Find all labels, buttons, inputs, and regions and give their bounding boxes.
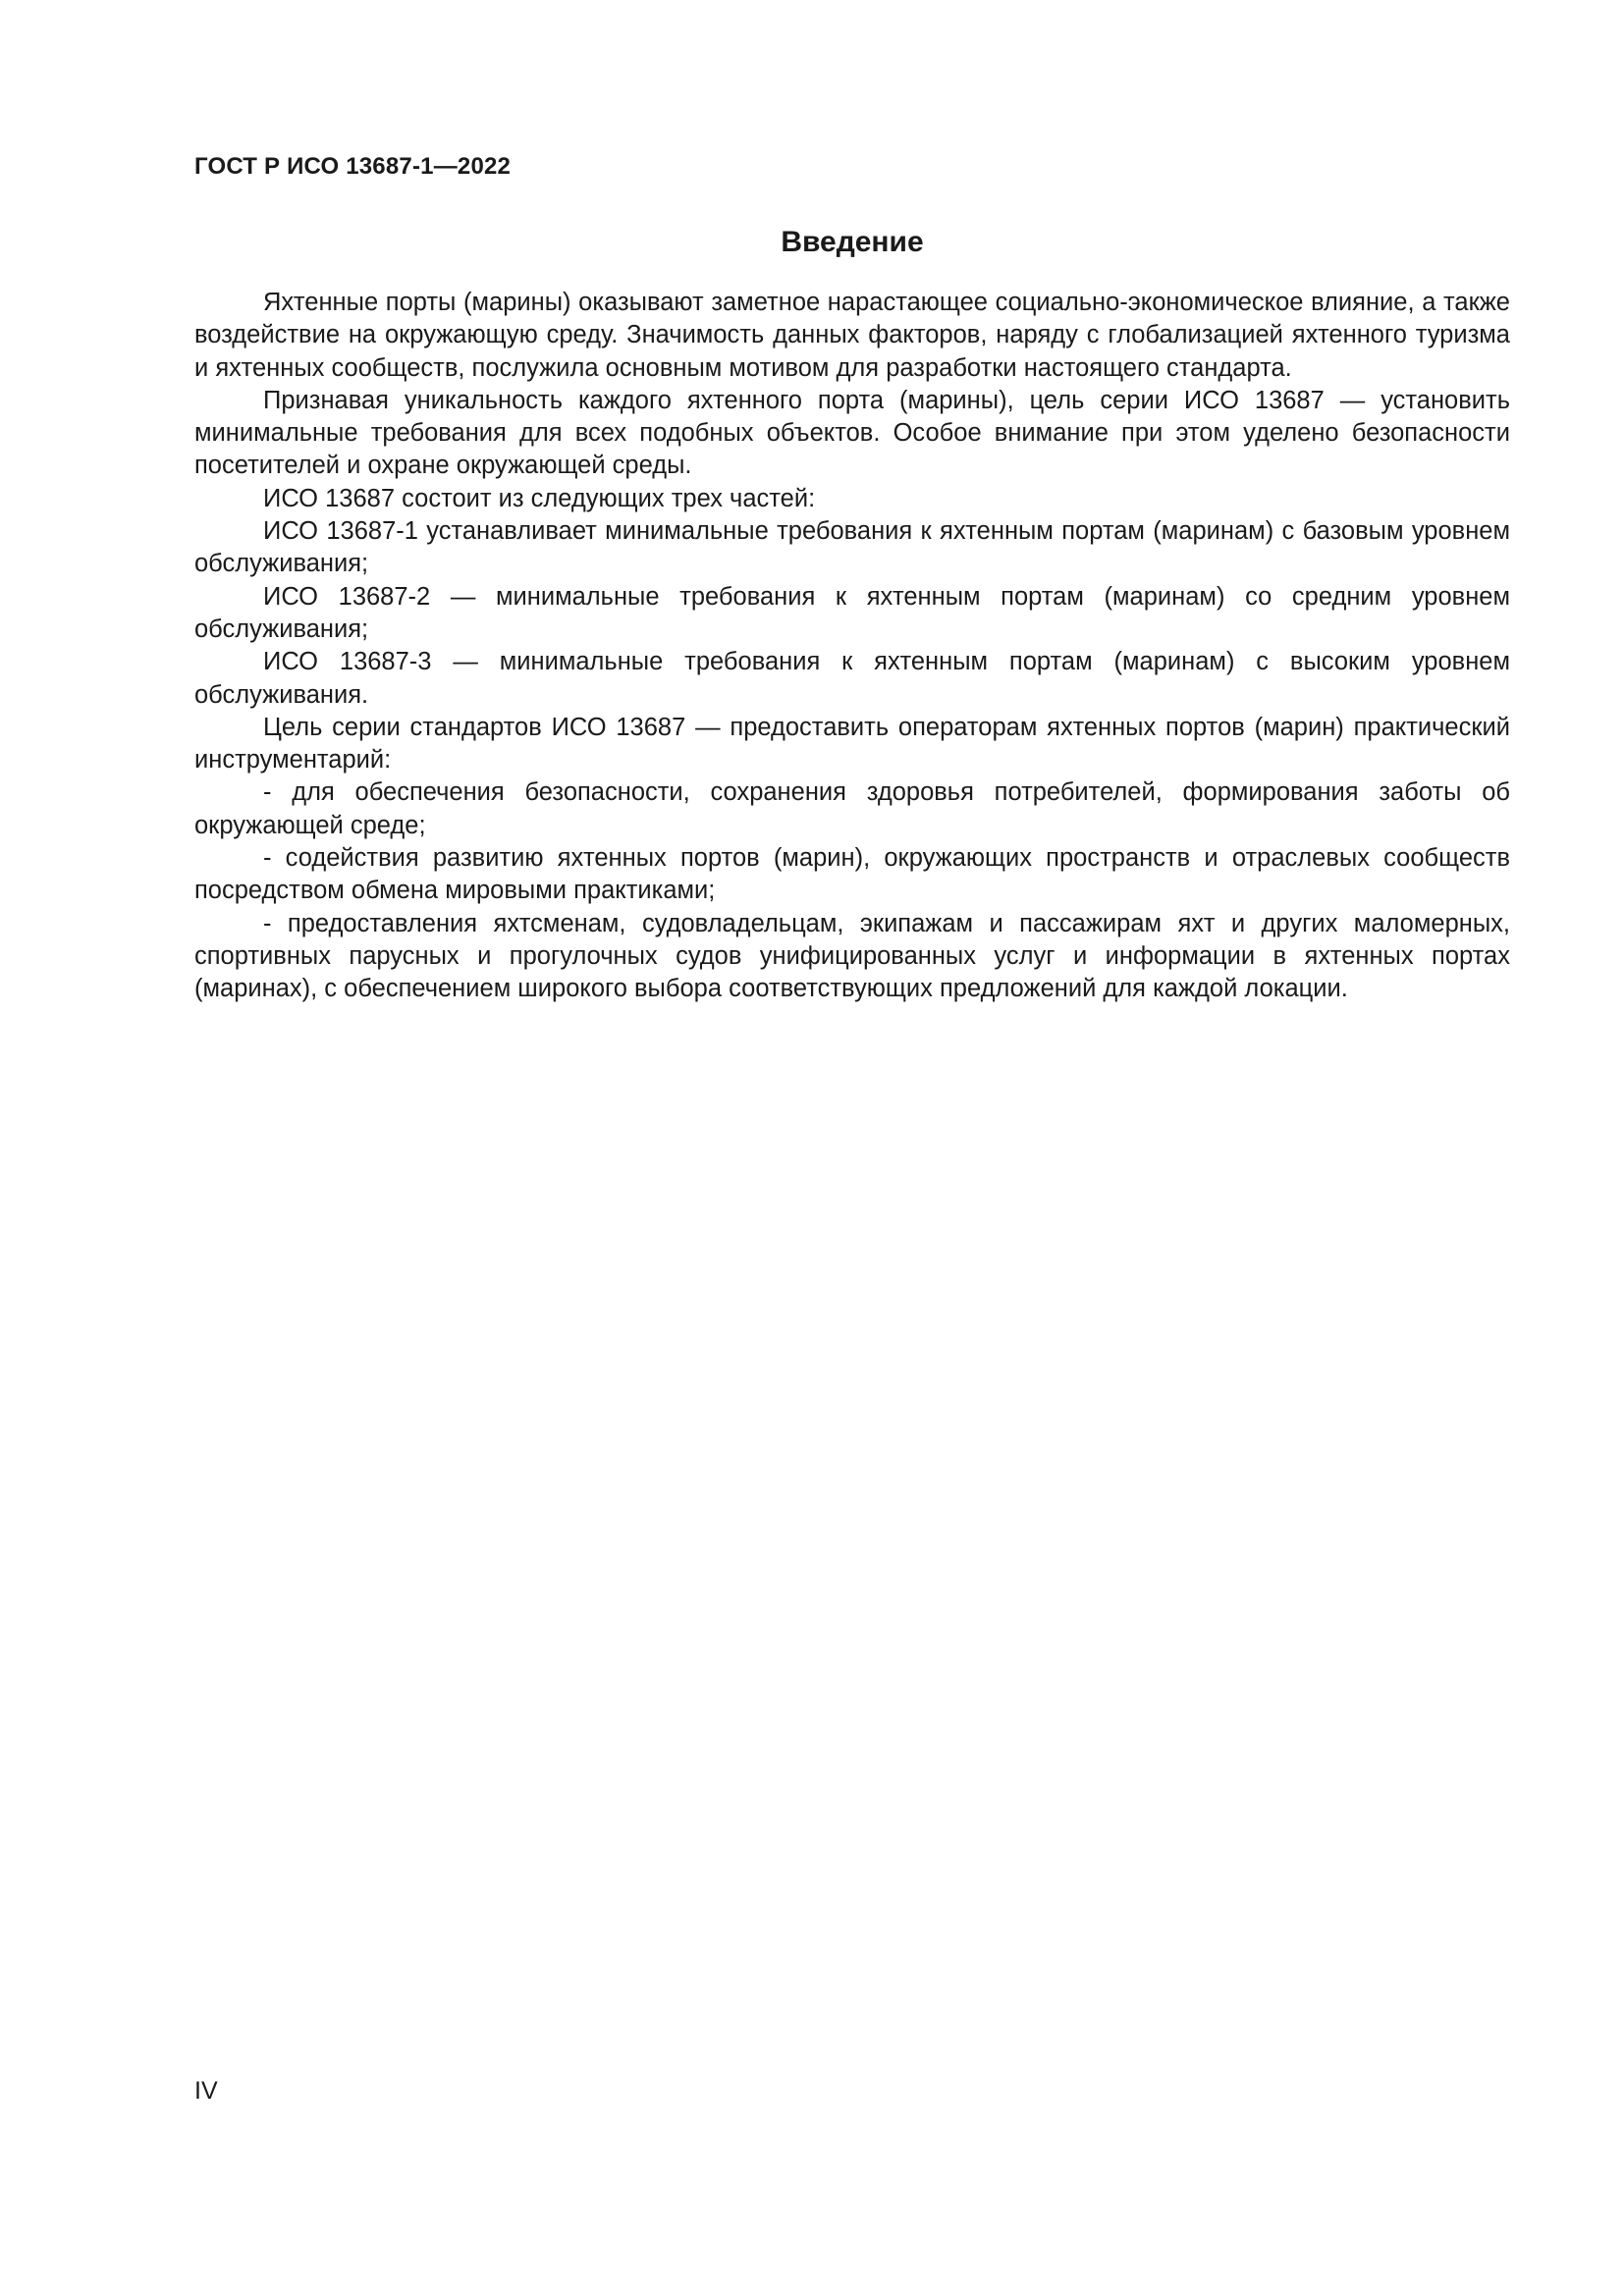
body-text <box>194 287 1510 1006</box>
paragraph-8: - для обеспечения безопасности, сохранения здоровья потребителей, формирования заботы об окружающей среде; <box>194 778 1510 839</box>
paragraph-5: ИСО 13687-2 — минимальные требования к яхтенным портам (маринам) со средним уровнем обслуживания; <box>194 582 1510 643</box>
paragraph-1: Яхтенные порты (марины) оказывают заметное нарастающее социально-экономическое влияние, а также воздействие на окружающую среду. Значимость данных факторов, наряду с глобализацией яхтенного туризма и яхтенных сообществ, послужила основным мотивом для разработки настоящего стандарта. <box>194 289 1510 382</box>
paragraph-9: - содействия развитию яхтенных портов (марин), окружающих пространств и отраслевых сообществ посредством обмена мировыми практиками; <box>194 844 1510 905</box>
paragraph-7: Цель серии стандартов ИСО 13687 — предоставить операторам яхтенных портов (марин) практический инструментарий: <box>194 713 1510 774</box>
paragraph-10: - предоставления яхтсменам, судовладельцам, экипажам и пассажирам яхт и других маломерных, спортивных парусных и прогулочных судов унифицированных услуг и информации в яхтенных портах (маринах), с обеспечением широкого выбора соответствующих предложений для каждой локации. <box>194 909 1510 1003</box>
page-number: IV <box>194 2077 218 2105</box>
document-header: ГОСТ Р ИСО 13687-1—2022 <box>194 153 512 180</box>
paragraph-6: ИСО 13687-3 — минимальные требования к яхтенным портам (маринам) с высоким уровнем обслуживания. <box>194 648 1510 709</box>
paragraph-3: ИСО 13687 состоит из следующих трех частей: <box>263 484 816 512</box>
paragraph-4: ИСО 13687-1 устанавливает минимальные требования к яхтенным портам (маринам) с базовым уровнем обслуживания; <box>194 517 1510 578</box>
section-title: Введение <box>781 226 924 258</box>
paragraph-2: Признавая уникальность каждого яхтенного порта (марины), цель серии ИСО 13687 — установить минимальные требования для всех подобных объектов. Особое внимание при этом уделено безопасности посетителей и охране окружающей среды. <box>194 386 1510 480</box>
